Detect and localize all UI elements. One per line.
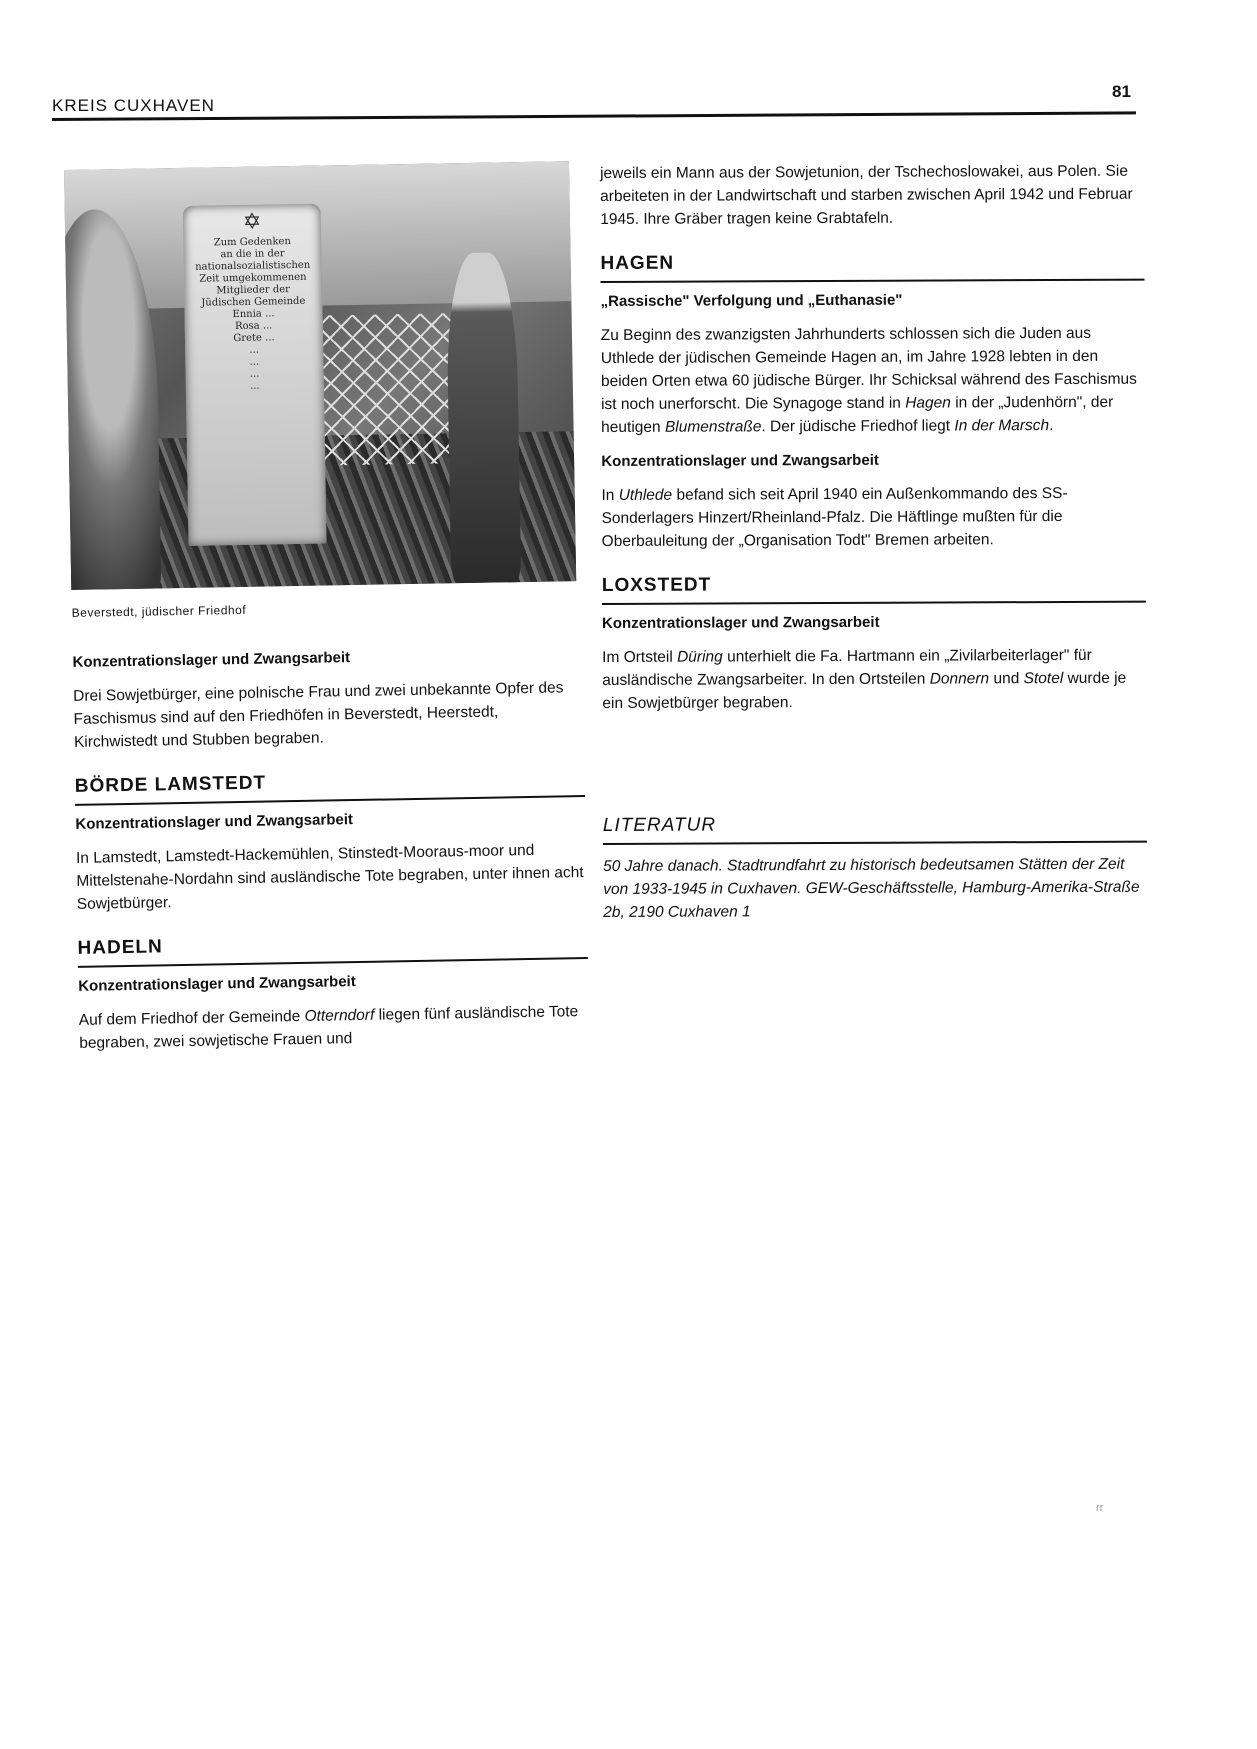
text-run: . bbox=[1049, 417, 1054, 435]
stone-inscription-line: an die in der bbox=[220, 248, 285, 261]
stone-inscription-line: Zeit umgekommenen bbox=[199, 271, 307, 285]
text-run: liegen fünf ausländische Tote begraben, zwei sowjetische Frauen und bbox=[79, 1003, 579, 1052]
paragraph-continuation: jeweils ein Mann aus der Sowjetunion, der Tschechoslowakei, aus Polen. Sie arbeiteten in der Landwirtschaft und starben zwischen April 1942 und Februar 1945. Ihre Gräber tragen keine Grabtafeln. bbox=[600, 162, 1133, 228]
place-name: In der Marsch bbox=[954, 417, 1050, 435]
star-of-david-icon: ✡ bbox=[242, 208, 262, 234]
section-rule bbox=[78, 957, 588, 968]
section-rule bbox=[602, 601, 1146, 605]
text-run: und bbox=[989, 670, 1024, 688]
section-rule bbox=[75, 795, 585, 806]
literature-reference: 50 Jahre danach. Stadtrundfahrt zu historisch bedeutsamen Stätten der Zeit von 1933-1945 in Cuxhaven. GEW-Geschäftsstelle, Hamburg-Amerika-Straße 2b, 2190 Cuxhaven 1 bbox=[603, 855, 1140, 921]
stone-inscription-line: Mitglieder der bbox=[216, 284, 290, 297]
text-run: in der „Judenhörn", der heutigen bbox=[601, 393, 1114, 436]
stone-inscription-line: ... bbox=[249, 380, 260, 392]
text-run: wurde je ein Sowjetbürger begraben. bbox=[602, 669, 1127, 712]
section-title-literatur: LITERATUR bbox=[602, 814, 717, 836]
photo-person-right bbox=[446, 252, 522, 583]
section-rule bbox=[601, 279, 1145, 283]
section-title-borde-lamstedt: BÖRDE LAMSTEDT bbox=[74, 772, 267, 797]
subhead-hadeln: Konzentrationslager und Zwangsarbeit bbox=[78, 973, 356, 995]
left-column bbox=[64, 161, 590, 1069]
subhead-hagen-verfolgung: „Rassische" Verfolgung und „Euthanasie" bbox=[600, 291, 903, 310]
paragraph-loxstedt bbox=[602, 644, 1146, 715]
text-run: In bbox=[601, 486, 619, 504]
subhead-borde-lamstedt: Konzentrationslager und Zwangsarbeit bbox=[75, 811, 354, 833]
text-run: . Der jüdische Friedhof liegt bbox=[761, 417, 955, 436]
text-run: Im Ortsteil bbox=[602, 648, 678, 666]
paragraph-beverstedt: Drei Sowjetbürger, eine polnische Frau und zwei unbekannte Opfer des Faschismus sind auf den Friedhöfen in Beverstedt, Heerstedt, Kirchwistedt und Stubben begraben. bbox=[73, 679, 564, 751]
section-title-hadeln: HADELN bbox=[77, 936, 163, 959]
paragraph-borde-lamstedt: In Lamstedt, Lamstedt-Hackemühlen, Stinstedt-Mooraus-moor und Mittelstenahe-Nordahn sind ausländische Tote begraben, unter ihnen acht Sowjetbürger. bbox=[75, 841, 584, 913]
place-name: Otterndorf bbox=[304, 1006, 375, 1025]
subhead-loxstedt: Konzentrationslager und Zwangsarbeit bbox=[601, 613, 880, 632]
place-name: Düring bbox=[677, 648, 723, 666]
place-name: Stotel bbox=[1023, 669, 1064, 688]
section-title-loxstedt: LOXSTEDT bbox=[601, 574, 712, 596]
stone-inscription bbox=[191, 236, 316, 394]
street-name: Blumenstraße bbox=[664, 418, 762, 436]
section-title-hagen: HAGEN bbox=[600, 252, 675, 274]
stone-inscription-line: Grete ... bbox=[233, 332, 275, 345]
stone-inscription-line: ... bbox=[249, 344, 260, 356]
stone-inscription-line: nationalsozialistischen bbox=[195, 259, 311, 273]
stone-inscription-line: ... bbox=[249, 356, 260, 368]
paragraph-hagen-1 bbox=[601, 322, 1145, 439]
stone-inscription-line: Jüdischen Gemeinde bbox=[201, 295, 306, 309]
section-rule bbox=[603, 841, 1147, 845]
running-head: KREIS CUXHAVEN bbox=[52, 96, 215, 115]
text-run: Auf dem Friedhof der Gemeinde bbox=[78, 1007, 305, 1029]
place-name: Hagen bbox=[905, 394, 951, 412]
subhead-beverstedt: Konzentrationslager und Zwangsarbeit bbox=[72, 649, 351, 671]
page-number: 81 bbox=[1112, 82, 1131, 101]
text-run: Zu Beginn des zwanzigsten Jahrhunderts schlossen sich die Juden aus Uthlede der jüdischen Gemeinde Hagen an, im Jahre 1928 lebten in den beiden Orten etwa 60 jüdische Bürger. Ihr Schicksal während des Faschismus ist noch unerforscht. Die Synagoge stand in bbox=[600, 324, 1137, 413]
place-name: Uthlede bbox=[618, 486, 673, 504]
text-run: befand sich seit April 1940 ein Außenkommando des SS-Sonderlagers Hinzert/Rheinland-Pfalz. Die Häftlinge mußten für die Oberbauleitung der „Organisation Todt" Bremen arbeiten. bbox=[601, 484, 1068, 550]
place-name: Donnern bbox=[929, 670, 990, 688]
stone-inscription-line: Rosa ... bbox=[234, 320, 273, 333]
paragraph-hadeln bbox=[79, 1000, 590, 1055]
right-column bbox=[600, 160, 1147, 924]
scan-mark: rr bbox=[1096, 1502, 1104, 1514]
cemetery-photo bbox=[64, 161, 576, 590]
text-run: unterhielt die Fa. Hartmann ein „Zivilarbeiterlager" für ausländische Zwangsarbeiter. In den Ortsteilen bbox=[602, 646, 1092, 689]
stone-inscription-line: Zum Gedenken bbox=[213, 236, 291, 249]
stone-inscription-line: ... bbox=[249, 368, 260, 380]
subhead-hagen-zwangsarbeit: Konzentrationslager und Zwangsarbeit bbox=[601, 451, 879, 470]
stone-inscription-line: Ennia ... bbox=[232, 308, 275, 321]
paragraph-hagen-2 bbox=[601, 482, 1145, 553]
photo-caption: Beverstedt, jüdischer Friedhof bbox=[71, 602, 247, 620]
